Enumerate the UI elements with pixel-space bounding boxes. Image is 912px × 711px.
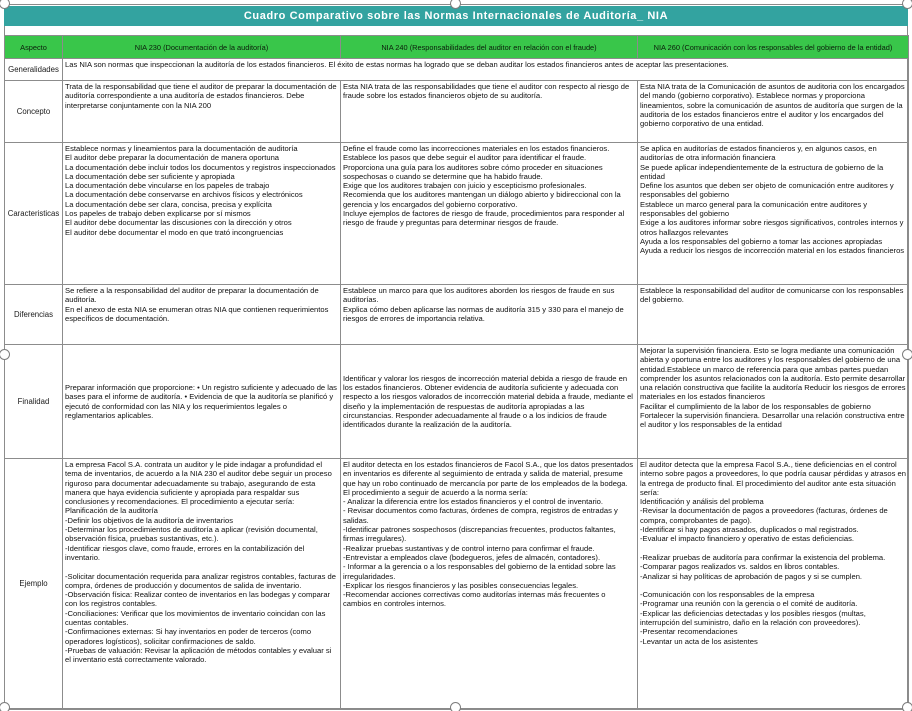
- aspect-concepto: Concepto: [5, 81, 63, 143]
- finalidad-nia260-text: Mejorar la supervisión financiera. Esto se logra mediante una comunicación abierta y oportuna entre los auditores y los responsables del gobierno de una entidad.Establece un marco de referencia para que ambas partes puedan comprender los asuntos relacionados con la auditoría. Esto permite desarrollar una relación constructiva que facilite la auditoría Reducir los riesgos de errores materiales en los estados financieros Facilitar el cumplimiento de la labor de los responsables de gobierno Fortalecer la supervisión financiera. Desarrollar una relación constructiva entre el auditor y los responsables de la entidad: [640, 346, 906, 430]
- header-nia230: NIA 230 (Documentación de la auditoría): [63, 36, 341, 59]
- header-aspecto: Aspecto: [5, 36, 63, 59]
- cell-finalidad-nia240: [341, 345, 638, 459]
- resize-handle-top-right[interactable]: [902, 0, 912, 9]
- row-caracteristicas: [5, 143, 909, 285]
- concepto-nia230-text: Trata de la responsabilidad que tiene el auditor de preparar la documentación de auditoría correspondiente a una auditoría de estados financieros. Debe interpretarse conjuntamente con la NIA 200: [65, 82, 337, 110]
- row-finalidad: [5, 345, 909, 459]
- row-concepto: [5, 81, 909, 143]
- cell-finalidad-nia230: [63, 345, 341, 459]
- cell-diferencias-nia240: [341, 285, 638, 345]
- document-title: Cuadro Comparativo sobre las Normas Internacionales de Auditoría_ NIA: [4, 6, 908, 26]
- finalidad-nia240-text: Identificar y valorar los riesgos de incorrección material debida a riesgo de fraude en los estados financieros. Obtener evidencia de auditoría suficiente y adecuada con respecto a los riesgos valorados de incorrección material debida a fraude, mediante el diseño y la implementación de respuestas de auditoría apropiadas a las circunstancias. Responder adecuadamente al fraude o a los indicios de fraude identificados durante la realización de la auditoría.: [343, 373, 633, 430]
- concepto-nia260-text: Esta NIA trata de la Comunicación de asuntos de auditoria con los encargados del mando (gobierno corporativo). Establece normas y proporciona lineamientos, sobre la comunicación de asuntos de auditoría que surgen de la auditoria de los estados financieros entre el auditor y los encargados del gobierno corporativo de una entidad.: [640, 82, 905, 129]
- diferencias-nia230-text: Se refiere a la responsabilidad del auditor de preparar la documentación de auditoría. En el anexo de esta NIA se enumeran otras NIA que contienen requerimientos específicos de documentación.: [65, 286, 329, 323]
- cell-caracteristicas-nia240: [341, 143, 638, 285]
- aspect-caracteristicas: Caracteristicas: [5, 143, 63, 285]
- header-nia240: NIA 240 (Responsabilidades del auditor en relación con el fraude): [341, 36, 638, 59]
- aspect-finalidad: Finalidad: [5, 345, 63, 459]
- cell-ejemplo-nia240: [341, 459, 638, 710]
- resize-handle-bottom-right[interactable]: [902, 702, 912, 711]
- aspect-ejemplo: Ejemplo: [5, 459, 63, 710]
- diferencias-nia240-text: Establece un marco para que los auditores aborden los riesgos de fraude en sus auditorías. Explica cómo deben aplicarse las normas de auditoría 315 y 330 para el manejo de riesgos de errores de importancia relativa.: [343, 286, 624, 323]
- generalidades-text: Las NIA son normas que inspeccionan la auditoría de los estados financieros. El éxito de estas normas ha logrado que se deban auditar los estados financieros antes de aceptar las presentaciones.: [65, 60, 729, 69]
- cell-diferencias-nia260: [638, 285, 909, 345]
- cell-concepto-nia230: [63, 81, 341, 143]
- resize-handle-middle-right[interactable]: [902, 349, 912, 360]
- caracteristicas-nia260-text: Se aplica en auditorías de estados financieros y, en algunos casos, en auditorías de otra información financiera Se puede aplicar independientemente de la estructura de gobierno de la entidad Define los asuntos que deben ser objeto de comunicación entre auditores y responsables del gobierno Establece un marco general para la comunicación entre auditores y responsables del gobierno Exige a los auditores informar sobre riesgos significativos, controles internos y otros hallazgos relevantes Ayuda a los responsables del gobierno a tomar las acciones apropiadas Ayuda a reducir los riesgos de incorrección material en los estados financieros: [640, 144, 905, 256]
- caracteristicas-nia230-text: Establece normas y lineamientos para la documentación de auditoría El auditor debe preparar la documentación de manera oportuna La documentación debe incluir todos los documentos y registros inspeccionados La documentación debe ser suficiente y apropiada La documentación debe vincularse en los papeles de trabajo La documentación debe conservarse en archivos físicos y electrónicos La documentación debe ser clara, concisa, precisa y explícita Los papeles de trabajo deben explicarse por sí mismos El auditor debe documentar las discusiones con la dirección y otros El auditor debe documentar el modo en que trató incongruencias: [65, 144, 336, 237]
- row-ejemplo: [5, 459, 909, 710]
- resize-handle-bottom-left[interactable]: [0, 702, 10, 711]
- ejemplo-nia230-text: La empresa Facol S.A. contrata un auditor y le pide indagar a profundidad el tema de inventarios, de acuerdo a la NIA 230 el auditor debe seguir un proceso riguroso para documentar adecuadamente su trabajo, asegurando de esta manera que haya evidencia suficiente y apropiada para respaldar sus conclusiones y recomendaciones. El procedimiento a ejecutar sería: Planificación de la auditoría -Definir los objetivos de la auditoría de inventarios -Determinar los procedimientos de auditoría a aplicar (revisión documental, observación física, pruebas sustantivas, etc.). -Identificar riesgos clave, como fraude, errores en la contabilización del inventario. -Solicitar documentación requerida para analizar registros contables, facturas de compra, órdenes de producción y documentos de salida de inventario. -Observación física: Realizar conteo de inventarios en las bodegas y comparar con los registros contables. -Conciliaciones: Verificar que los movimientos de inventario coincidan con las cuentas contables. -Confirmaciones externas: Si hay inventarios en poder de terceros (como operadores logísticos), solicitar confirmaciones de saldo. -Pruebas de valuación: Revisar la aplicación de métodos contables y evaluar si el inventario está correctamente valorado.: [65, 460, 336, 665]
- cell-caracteristicas-nia230: [63, 143, 341, 285]
- diferencias-nia260-text: Establece la responsabilidad del auditor de comunicarse con los responsables del gobierno.: [640, 286, 904, 305]
- cell-concepto-nia240: [341, 81, 638, 143]
- cell-caracteristicas-nia260: [638, 143, 909, 285]
- resize-handle-bottom-center[interactable]: [450, 702, 461, 711]
- concepto-nia240-text: Esta NIA trata de las responsabilidades que tiene el auditor con respecto al riesgo de fraude sobre los estados financieros objeto de su auditoría.: [343, 82, 630, 101]
- header-nia260: NIA 260 (Comunicación con los responsables del gobierno de la entidad): [638, 36, 909, 59]
- ejemplo-nia260-text: El auditor detecta que la empresa Facol S.A., tiene deficiencias en el control interno sobre pagos a proveedores, lo que podría causar pérdidas y atrasos en la entrega de producto final. El procedimiento del auditor ante esta situación sería: Identificación y análisis del problema -Revisar la documentación de pagos a proveedores (facturas, órdenes de compra, comprobantes de pago). -Identificar si hay pagos atrasados, duplicados o mal registrados. -Evaluar el impacto financiero y operativo de estas deficiencias. -Realizar pruebas de auditoría para confirmar la existencia del problema. -Comparar pagos realizados vs. saldos en libros contables. -Analizar si hay políticas de aprobación de pagos y si se cumplen. -Comunicación con los responsables de la empresa -Programar una reunión con la gerencia o el comité de auditoría. -Explicar las deficiencias detectadas y los posibles riesgos (multas, interrupción del suministro, daño en la relación con proveedores). -Presentar recomendaciones -Levantar un acta de los asistentes: [640, 460, 906, 646]
- row-generalidades: [5, 59, 909, 81]
- finalidad-nia230-text: Preparar información que proporcione: • Un registro suficiente y adecuado de las bases para el informe de auditoría. • Evidencia de que la auditoría se planificó y ejecutó de conformidad con las NIA y los requerimientos legales o reglamentarios aplicables.: [65, 382, 337, 420]
- cell-concepto-nia260: [638, 81, 909, 143]
- ejemplo-nia240-text: El auditor detecta en los estados financieros de Facol S.A., que los datos presentados en inventarios es diferente al seguimiento de entrada y salida de material, presume que hay un robo continuado de mercancía por parte de los empleados de la bodega. El procedimiento a seguir de acuerdo a la norma sería: - Analizar la diferencia entre los estados financieros y el control de inventario. - Revisar documentos como facturas, órdenes de compra, registros de entradas y salidas. -Identificar patrones sospechosos (discrepancias frecuentes, productos faltantes, firmas irregulares). -Realizar pruebas sustantivas y de control interno para confirmar el fraude. -Entrevistar a empleados clave (bodegueros, jefes de almacén, contadores). - Informar a la gerencia o a los responsables del gobierno de la entidad sobre las irregularidades. -Explicar los riesgos financieros y las posibles consecuencias legales. -Recomendar acciones correctivas como auditorías internas más frecuentes o cambios en controles internos.: [343, 460, 634, 609]
- caracteristicas-nia240-text: Define el fraude como las incorrecciones materiales en los estados financieros. Establece los pasos que debe seguir el auditor para identificar el fraude. Proporciona una guía para los auditores sobre cómo proceder en situaciones sospechosas o cuando se determine que ha habido fraude. Exige que los auditores trabajen con juicio y escepticismo profesionales. Recomienda que los auditores mantengan un diálogo abierto y bidireccional con la gerencia y los encargados del gobierno corporativo. Incluye ejemplos de factores de riesgo de fraude, procedimientos para responder al riesgo de fraude y preguntas para determinar riesgos de fraude.: [343, 144, 625, 228]
- row-diferencias: [5, 285, 909, 345]
- cell-ejemplo-nia230: [63, 459, 341, 710]
- aspect-diferencias: Diferencias: [5, 285, 63, 345]
- cell-finalidad-nia260: [638, 345, 909, 459]
- cell-diferencias-nia230: [63, 285, 341, 345]
- cell-generalidades: [63, 59, 909, 81]
- header-row: [5, 36, 909, 59]
- aspect-generalidades: Generalidades: [5, 59, 63, 81]
- cell-ejemplo-nia260: [638, 459, 909, 710]
- comparison-table: [4, 35, 909, 710]
